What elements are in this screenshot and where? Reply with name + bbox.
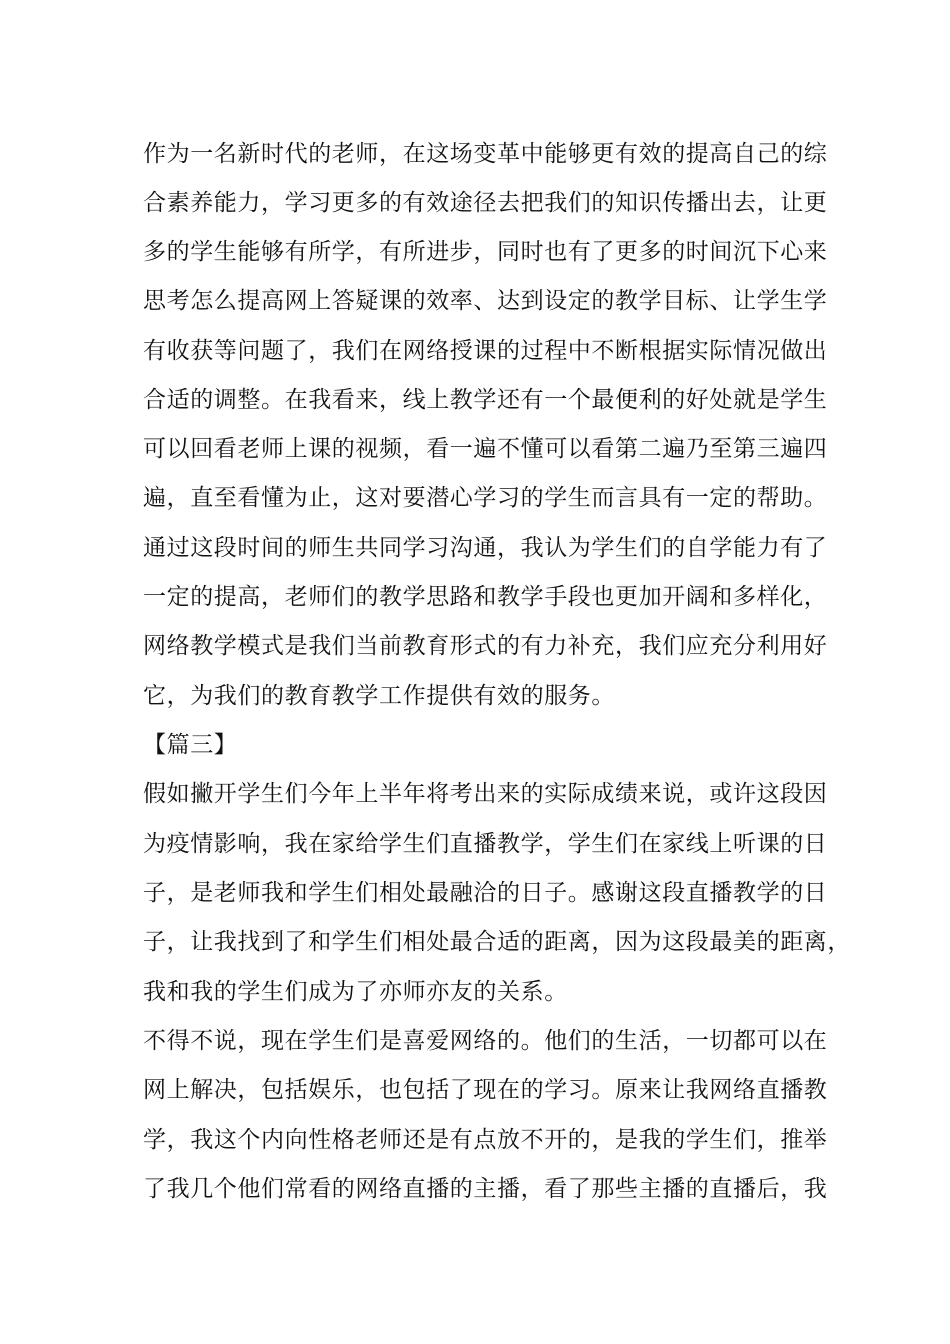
- text-line: 作为一名新时代的老师，在这场变革中能够更有效的提高自己的综: [143, 141, 828, 167]
- text-line: 网络教学模式是我们当前教育形式的有力补充，我们应充分利用好: [143, 633, 828, 659]
- section-heading: 【篇三】: [143, 732, 238, 758]
- text-line: 可以回看老师上课的视频，看一遍不懂可以看第二遍乃至第三遍四: [143, 436, 828, 462]
- text-line: 我和我的学生们成为了亦师亦友的关系。: [143, 979, 568, 1005]
- text-line: 网上解决，包括娱乐，也包括了现在的学习。原来让我网络直播教: [143, 1077, 828, 1103]
- text-line: 了我几个他们常看的网络直播的主播，看了那些主播的直播后，我: [143, 1176, 828, 1202]
- text-line: 假如撇开学生们今年上半年将考出来的实际成绩来说，或许这段因: [143, 781, 828, 807]
- text-line: 学，我这个内向性格老师还是有点放不开的，是我的学生们，推举: [143, 1127, 828, 1153]
- text-line: 多的学生能够有所学，有所进步，同时也有了更多的时间沉下心来: [143, 239, 828, 265]
- text-line: 一定的提高，老师们的教学思路和教学手段也更加开阔和多样化，: [143, 584, 828, 610]
- text-line: 思考怎么提高网上答疑课的效率、达到设定的教学目标、让学生学: [143, 288, 828, 314]
- text-line: 它，为我们的教育教学工作提供有效的服务。: [143, 683, 615, 709]
- text-line: 通过这段时间的师生共同学习沟通，我认为学生们的自学能力有了: [143, 535, 828, 561]
- text-line: 子，让我找到了和学生们相处最合适的距离，因为这段最美的距离，: [143, 929, 851, 955]
- text-line: 有收获等问题了，我们在网络授课的过程中不断根据实际情况做出: [143, 338, 828, 364]
- text-line: 子，是老师我和学生们相处最融洽的日子。感谢这段直播教学的日: [143, 880, 828, 906]
- text-line: 遍，直至看懂为止，这对要潜心学习的学生而言具有一定的帮助。: [143, 485, 828, 511]
- text-line: 合适的调整。在我看来，线上教学还有一个最便利的好处就是学生: [143, 387, 828, 413]
- text-line: 不得不说，现在学生们是喜爱网络的。他们的生活，一切都可以在: [143, 1028, 828, 1054]
- text-line: 为疫情影响，我在家给学生们直播教学，学生们在家线上听课的日: [143, 831, 828, 857]
- text-line: 合素养能力，学习更多的有效途径去把我们的知识传播出去，让更: [143, 190, 828, 216]
